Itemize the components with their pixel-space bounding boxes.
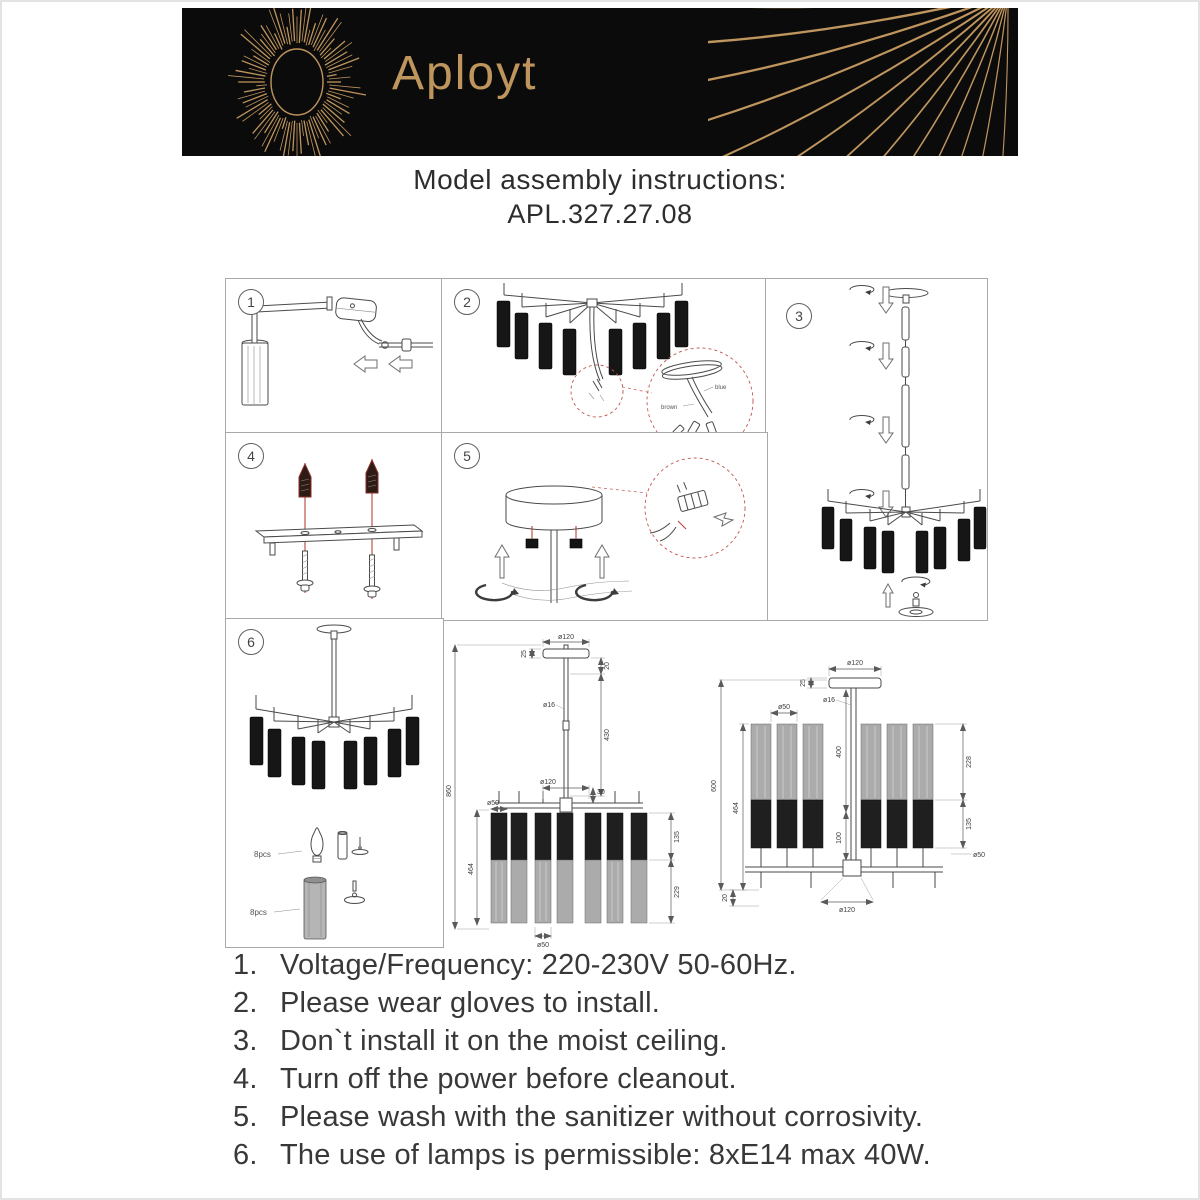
svg-text:430: 430 (604, 729, 611, 741)
brand-name: Aployt (392, 47, 538, 100)
svg-text:ø50: ø50 (973, 852, 986, 859)
instruction-number: 4. (233, 1063, 258, 1095)
step-number-badge: 3 (786, 303, 812, 329)
instruction-item (233, 1140, 1063, 1170)
step-panel-1 (225, 278, 444, 435)
svg-text:ø120: ø120 (558, 634, 574, 641)
sunburst-logo-icon (202, 8, 392, 156)
step-number-badge: 4 (238, 443, 264, 469)
step-panel-3 (765, 278, 988, 621)
step-panel-5 (441, 432, 768, 621)
step2-wiring-drawing (442, 279, 767, 434)
step-number-badge: 1 (238, 289, 264, 315)
instructions-list (233, 950, 1063, 1178)
wire-label-blue: blue (715, 385, 727, 391)
instruction-text: The use of lamps is permissible: 8xE14 max 40W. (280, 1139, 931, 1171)
instruction-number: 1. (233, 949, 258, 981)
svg-text:ø120: ø120 (540, 779, 556, 786)
page-title: Model assembly instructions: (413, 164, 787, 195)
bulb-qty-label: 8pcs (254, 850, 271, 859)
instruction-text: Don`t install it on the moist ceiling. (280, 1025, 728, 1057)
model-number: APL.327.27.08 (507, 199, 693, 229)
instruction-item (233, 950, 1063, 980)
svg-text:135: 135 (674, 831, 681, 843)
svg-text:ø50: ø50 (536, 942, 550, 949)
step3-rod-assembly-drawing (766, 279, 987, 620)
svg-text:100: 100 (836, 832, 843, 844)
svg-text:600: 600 (711, 780, 718, 792)
instruction-item (233, 1064, 1063, 1094)
svg-text:ø120: ø120 (839, 907, 855, 914)
svg-text:25: 25 (800, 679, 807, 687)
instruction-number: 5. (233, 1101, 258, 1133)
step-panel-6 (225, 618, 444, 948)
step-number-badge: 2 (454, 289, 480, 315)
svg-text:ø50: ø50 (777, 704, 791, 711)
step-number-badge: 5 (454, 443, 480, 469)
svg-text:ø50: ø50 (487, 800, 500, 807)
instruction-number: 6. (233, 1139, 258, 1171)
instruction-item (233, 1102, 1063, 1132)
step5-canopy-fixing-drawing (442, 433, 767, 620)
title-block (0, 164, 1200, 230)
instruction-text: Please wash with the sanitizer without corrosivity. (280, 1101, 924, 1133)
svg-text:30: 30 (597, 789, 605, 796)
shade-qty-label: 8pcs (250, 908, 267, 917)
svg-text:25: 25 (521, 650, 528, 658)
instruction-number: 3. (233, 1025, 258, 1057)
instruction-text: Turn off the power before cleanout. (280, 1063, 737, 1095)
dimension-drawing-front (443, 633, 695, 951)
decorative-rays-icon (708, 8, 1018, 156)
instruction-text: Voltage/Frequency: 220-230V 50-60Hz. (280, 949, 797, 981)
instruction-text: Please wear gloves to install. (280, 987, 660, 1019)
svg-text:229: 229 (674, 886, 681, 898)
dimension-drawing-side (703, 652, 1001, 944)
svg-text:860: 860 (446, 785, 453, 797)
svg-text:ø120: ø120 (847, 660, 863, 667)
step-panel-4 (225, 432, 444, 621)
wire-label-brown: brown (661, 405, 678, 411)
instruction-item (233, 1026, 1063, 1056)
svg-text:ø16: ø16 (542, 702, 555, 709)
svg-text:464: 464 (733, 802, 740, 814)
svg-text:ø16: ø16 (822, 697, 835, 704)
svg-text:400: 400 (836, 746, 843, 758)
instruction-item (233, 988, 1063, 1018)
svg-text:20: 20 (604, 662, 611, 670)
svg-text:20: 20 (722, 894, 729, 902)
step6-lamp-installation-drawing (226, 619, 443, 947)
svg-text:135: 135 (966, 818, 973, 830)
svg-text:228: 228 (966, 756, 973, 768)
svg-text:464: 464 (468, 863, 475, 875)
brand-header (182, 8, 1018, 156)
instruction-number: 2. (233, 987, 258, 1019)
step-number-badge: 6 (238, 629, 264, 655)
step-panel-2 (441, 278, 768, 435)
